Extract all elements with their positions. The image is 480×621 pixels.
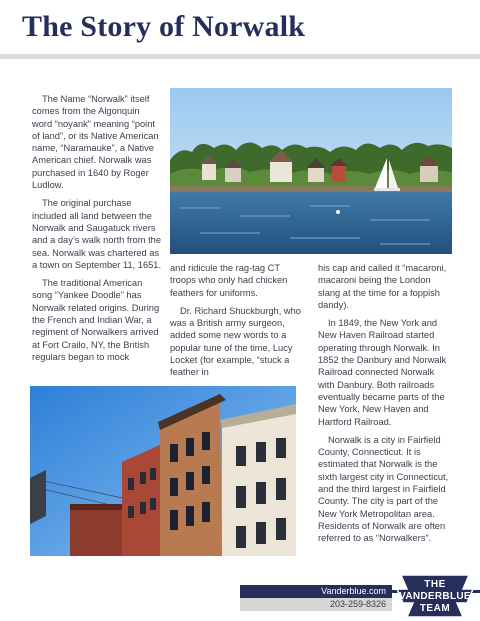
logo-name-text: VANDERBLUE (399, 591, 471, 602)
title-divider (0, 54, 480, 59)
harbor-photo (170, 88, 452, 254)
text-column-1 (32, 93, 162, 369)
logo-the-text: THE (424, 579, 446, 590)
paragraph: Dr. Richard Shuckburgh, who was a British army surgeon, added some new words to a popular tune of the time, Lucy Locket (for example, “stuck a feather in (170, 305, 301, 378)
paragraph: The Name “Norwalk” itself comes from the Algonquin word “noyank” meaning “point of land”, or its Native American name, “Naramauke”, a Native American chief. Norwalk was purchased in 1640 by Roger Ludlow. (32, 94, 159, 191)
paragraph: his cap and called it “macaroni, macaroni being the London slang at the time for a foppish dandy). (318, 263, 447, 310)
website-link[interactable]: Vanderblue.com (240, 585, 392, 598)
paragraph: In 1849, the New York and New Haven Railroad started operating through Norwalk. In 1852 the Danbury and Norwalk Railroad connected Norwalk with Danbury. Both railroads eventually became parts of the New York, New Haven and Hartford Railroad. (318, 318, 447, 427)
logo-team-text: TEAM (419, 603, 451, 614)
paragraph: Norwalk is a city in Fairfield County, Connecticut. It is estimated that Norwalk is the sixth largest city in Connecticut, and the third largest in Fairfield County. The city is part of the New York Metropolitan area. Residents of Norwalk are often referred to as “Norwalkers”. (318, 434, 449, 544)
paragraph: and ridicule the rag-tag CT troops who only had chicken feathers for uniforms. (170, 263, 288, 298)
page-title: The Story of Norwalk (22, 10, 306, 43)
paragraph: The traditional American song “Yankee Doodle” has Norwalk related origins. During the French and Indian War, a regiment of Norwalkers arrived at Fort Crailo, NY, the British regulars began to mock (32, 278, 160, 362)
historic-buildings-photo (30, 386, 296, 556)
paragraph: The original purchase included all land between the Norwalk and Saugatuck rivers and a day’s walk north from the sea. Norwalk was chartered as a town on September 11, 1651. (32, 198, 162, 270)
text-column-3 (318, 262, 452, 551)
text-column-2 (170, 262, 302, 385)
vanderblue-team-logo (395, 573, 475, 619)
phone-number: 203-259-8326 (240, 598, 392, 611)
